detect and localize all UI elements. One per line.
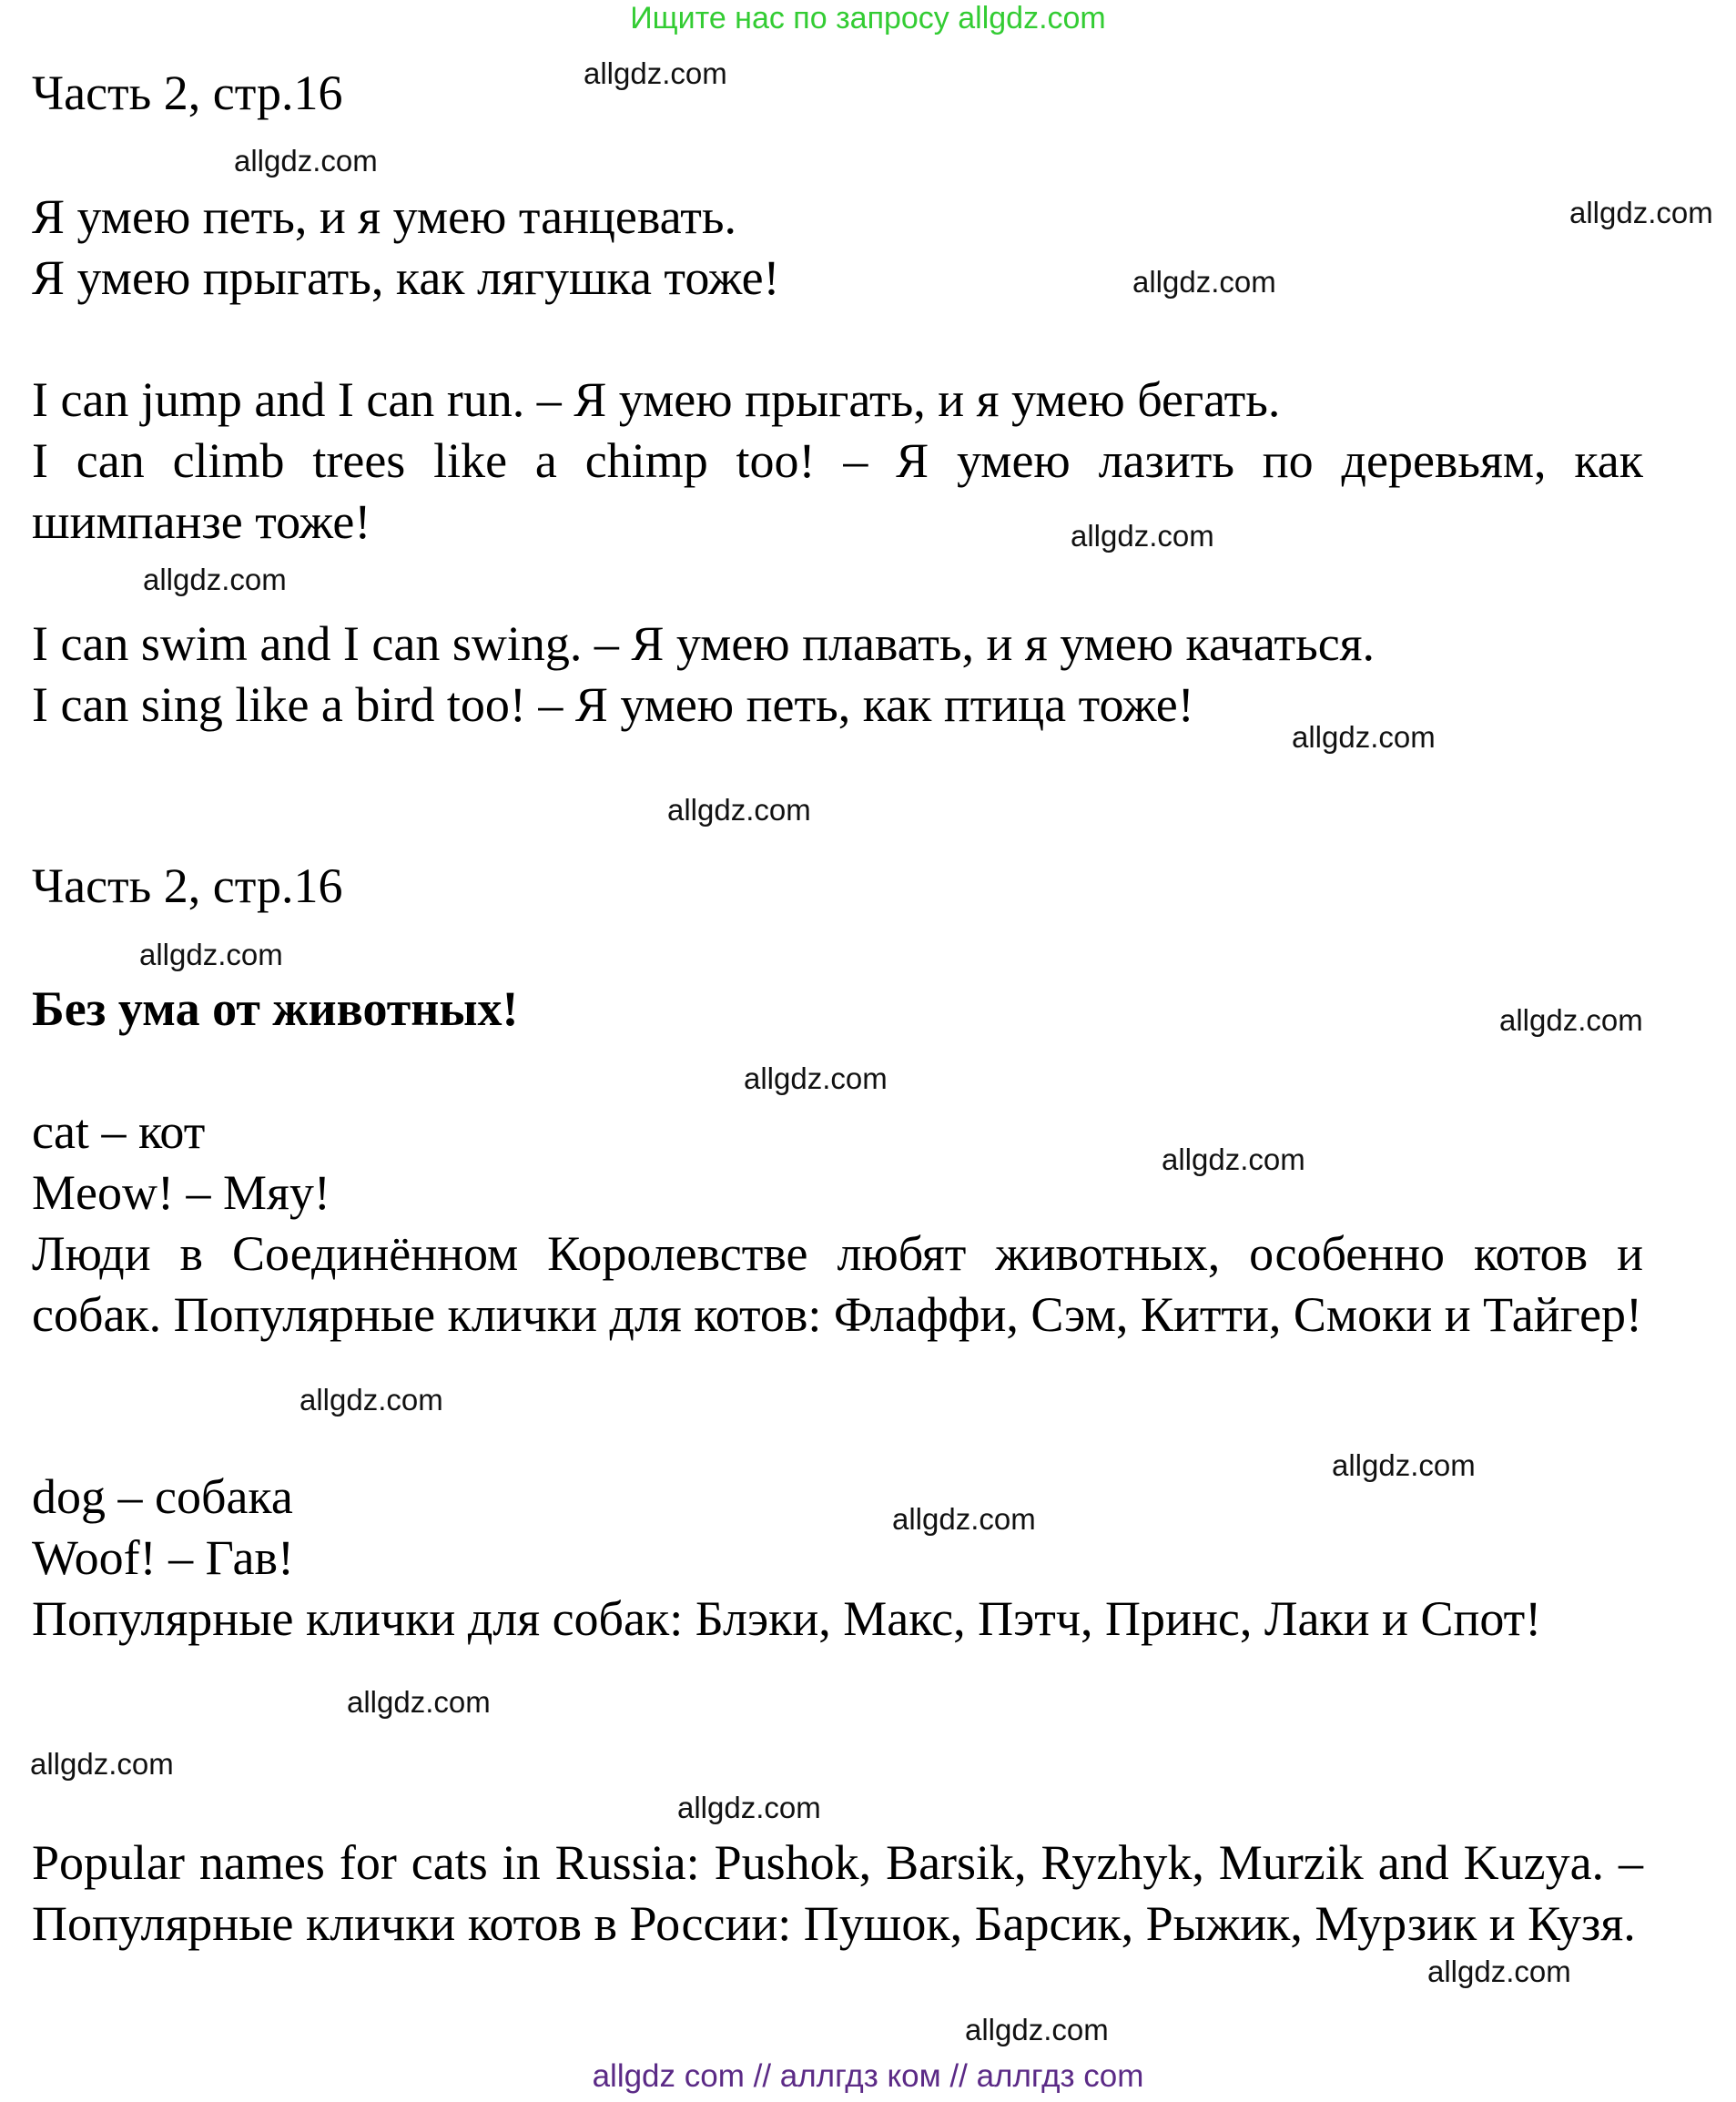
section2-heading: Часть 2, стр.16 [32,858,343,913]
para-dogs: Популярные клички для собак: Блэки, Макс, Пэтч, Принс, Лаки и Спот! [32,1591,1542,1646]
watermark: allgdz.com [1162,1142,1305,1176]
watermark: allgdz.com [30,1747,174,1781]
watermark: allgdz.com [299,1383,443,1417]
line-dog: dog – собака [32,1469,293,1524]
watermark: allgdz.com [1132,265,1276,299]
line-cat: cat – кот [32,1104,206,1159]
line-jump-run: I can jump and I can run. – Я умею прыгать, и я умею бегать. [32,372,1281,427]
footer-links[interactable]: allgdz com // аллгдз ком // аллгдз com [592,2058,1144,2094]
line-jump-frog: Я умею прыгать, как лягушка тоже! [32,250,780,305]
watermark: allgdz.com [1332,1448,1476,1482]
section1-heading: Часть 2, стр.16 [32,66,343,120]
watermark: allgdz.com [584,56,727,90]
watermark: allgdz.com [892,1502,1036,1536]
para-climb: I can climb trees like a chimp too! – Я умею лазить по деревьям, как шимпанзе тоже! [32,433,1643,549]
para-cats-russia: Popular names for cats in Russia: Pushok, Barsik, Ryzhyk, Murzik and Kuzya. – Популярные клички котов в России: Пушок, Барсик, Рыжик, Мурзик и Кузя. [32,1835,1643,1951]
line-meow: Meow! – Мяу! [32,1165,330,1220]
watermark: allgdz.com [1427,1955,1571,1988]
watermark: allgdz.com [234,144,378,178]
para-cats-uk: Люди в Соединённом Королевстве любят животных, особенно котов и собак. Популярные клички для котов: Флаффи, Сэм, Китти, Смоки и Тайгер! [32,1226,1643,1342]
watermark: allgdz.com [667,793,811,827]
watermark: allgdz.com [1499,1003,1643,1037]
watermark: allgdz.com [965,2013,1109,2046]
top-banner: Ищите нас по запросу allgdz.com [630,1,1106,36]
line-swim-swing: I can swim and I can swing. – Я умею плавать, и я умею качаться. [32,616,1376,671]
section2-title: Без ума от животных! [32,981,519,1036]
watermark: allgdz.com [347,1685,491,1719]
line-woof: Woof! – Гав! [32,1530,294,1585]
watermark: allgdz.com [143,563,287,596]
line-sing-dance: Я умею петь, и я умею танцевать. [32,189,736,244]
watermark: allgdz.com [139,938,283,971]
watermark: allgdz.com [744,1061,888,1095]
watermark: allgdz.com [1292,720,1436,754]
watermark: allgdz.com [677,1791,821,1824]
watermark: allgdz.com [1071,519,1214,553]
watermark: allgdz.com [1569,196,1713,229]
line-sing-bird: I can sing like a bird too! – Я умею петь, как птица тоже! [32,677,1194,732]
